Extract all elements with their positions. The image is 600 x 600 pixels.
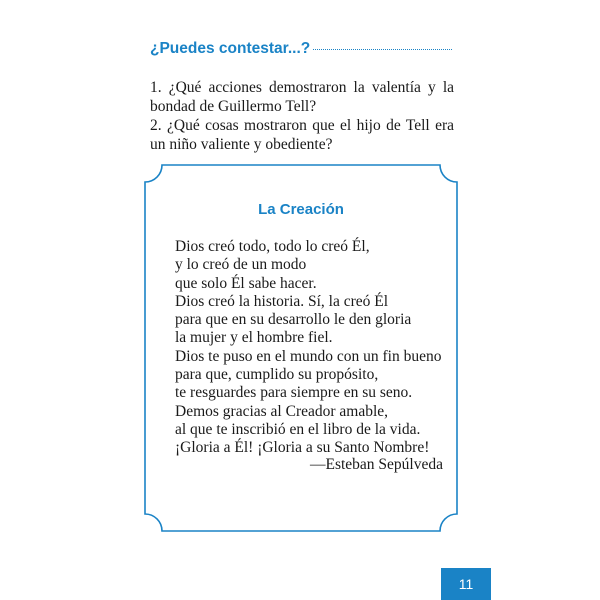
dotted-leader: [313, 48, 452, 50]
poem-author: —Esteban Sepúlveda: [309, 456, 443, 473]
poem-line: que solo Él sabe hacer.: [175, 274, 317, 292]
poem-line: Demos gracias al Creador amable,: [175, 402, 389, 420]
poem-line: Dios te puso en el mundo con un fin bueno: [175, 347, 442, 365]
page-number: 11: [458, 576, 474, 592]
poem-line: para que en su desarrollo le den gloria: [175, 311, 412, 329]
poem-title: La Creación: [258, 201, 344, 218]
poem-line: Dios creó la historia. Sí, la creó Él: [175, 292, 389, 310]
poem-line: la mujer y el hombre fiel.: [175, 329, 333, 347]
poem-line: al que te inscribió en el libro de la vida.: [175, 420, 421, 438]
poem-body: [175, 238, 445, 458]
poem-line: te resguardes para siempre en su seno.: [175, 384, 413, 402]
section-heading: ¿Puedes contestar...?: [150, 40, 311, 57]
poem-line: ¡Gloria a Él! ¡Gloria a su Santo Nombre!: [175, 439, 430, 457]
poem-line: y lo creó de un modo: [175, 256, 307, 274]
page-number-badge: [441, 568, 491, 600]
poem-line: para que, cumplido su propósito,: [175, 366, 379, 384]
question-item: 2. ¿Qué cosas mostraron que el hijo de Tell era un niño valiente y obediente?: [150, 117, 454, 153]
question-item: 1. ¿Qué acciones demostraron la valentía y la bondad de Guillermo Tell?: [150, 79, 454, 115]
questions-list: [150, 78, 454, 154]
poem-line: Dios creó todo, todo lo creó Él,: [175, 238, 370, 255]
section-heading-row: [150, 40, 452, 58]
